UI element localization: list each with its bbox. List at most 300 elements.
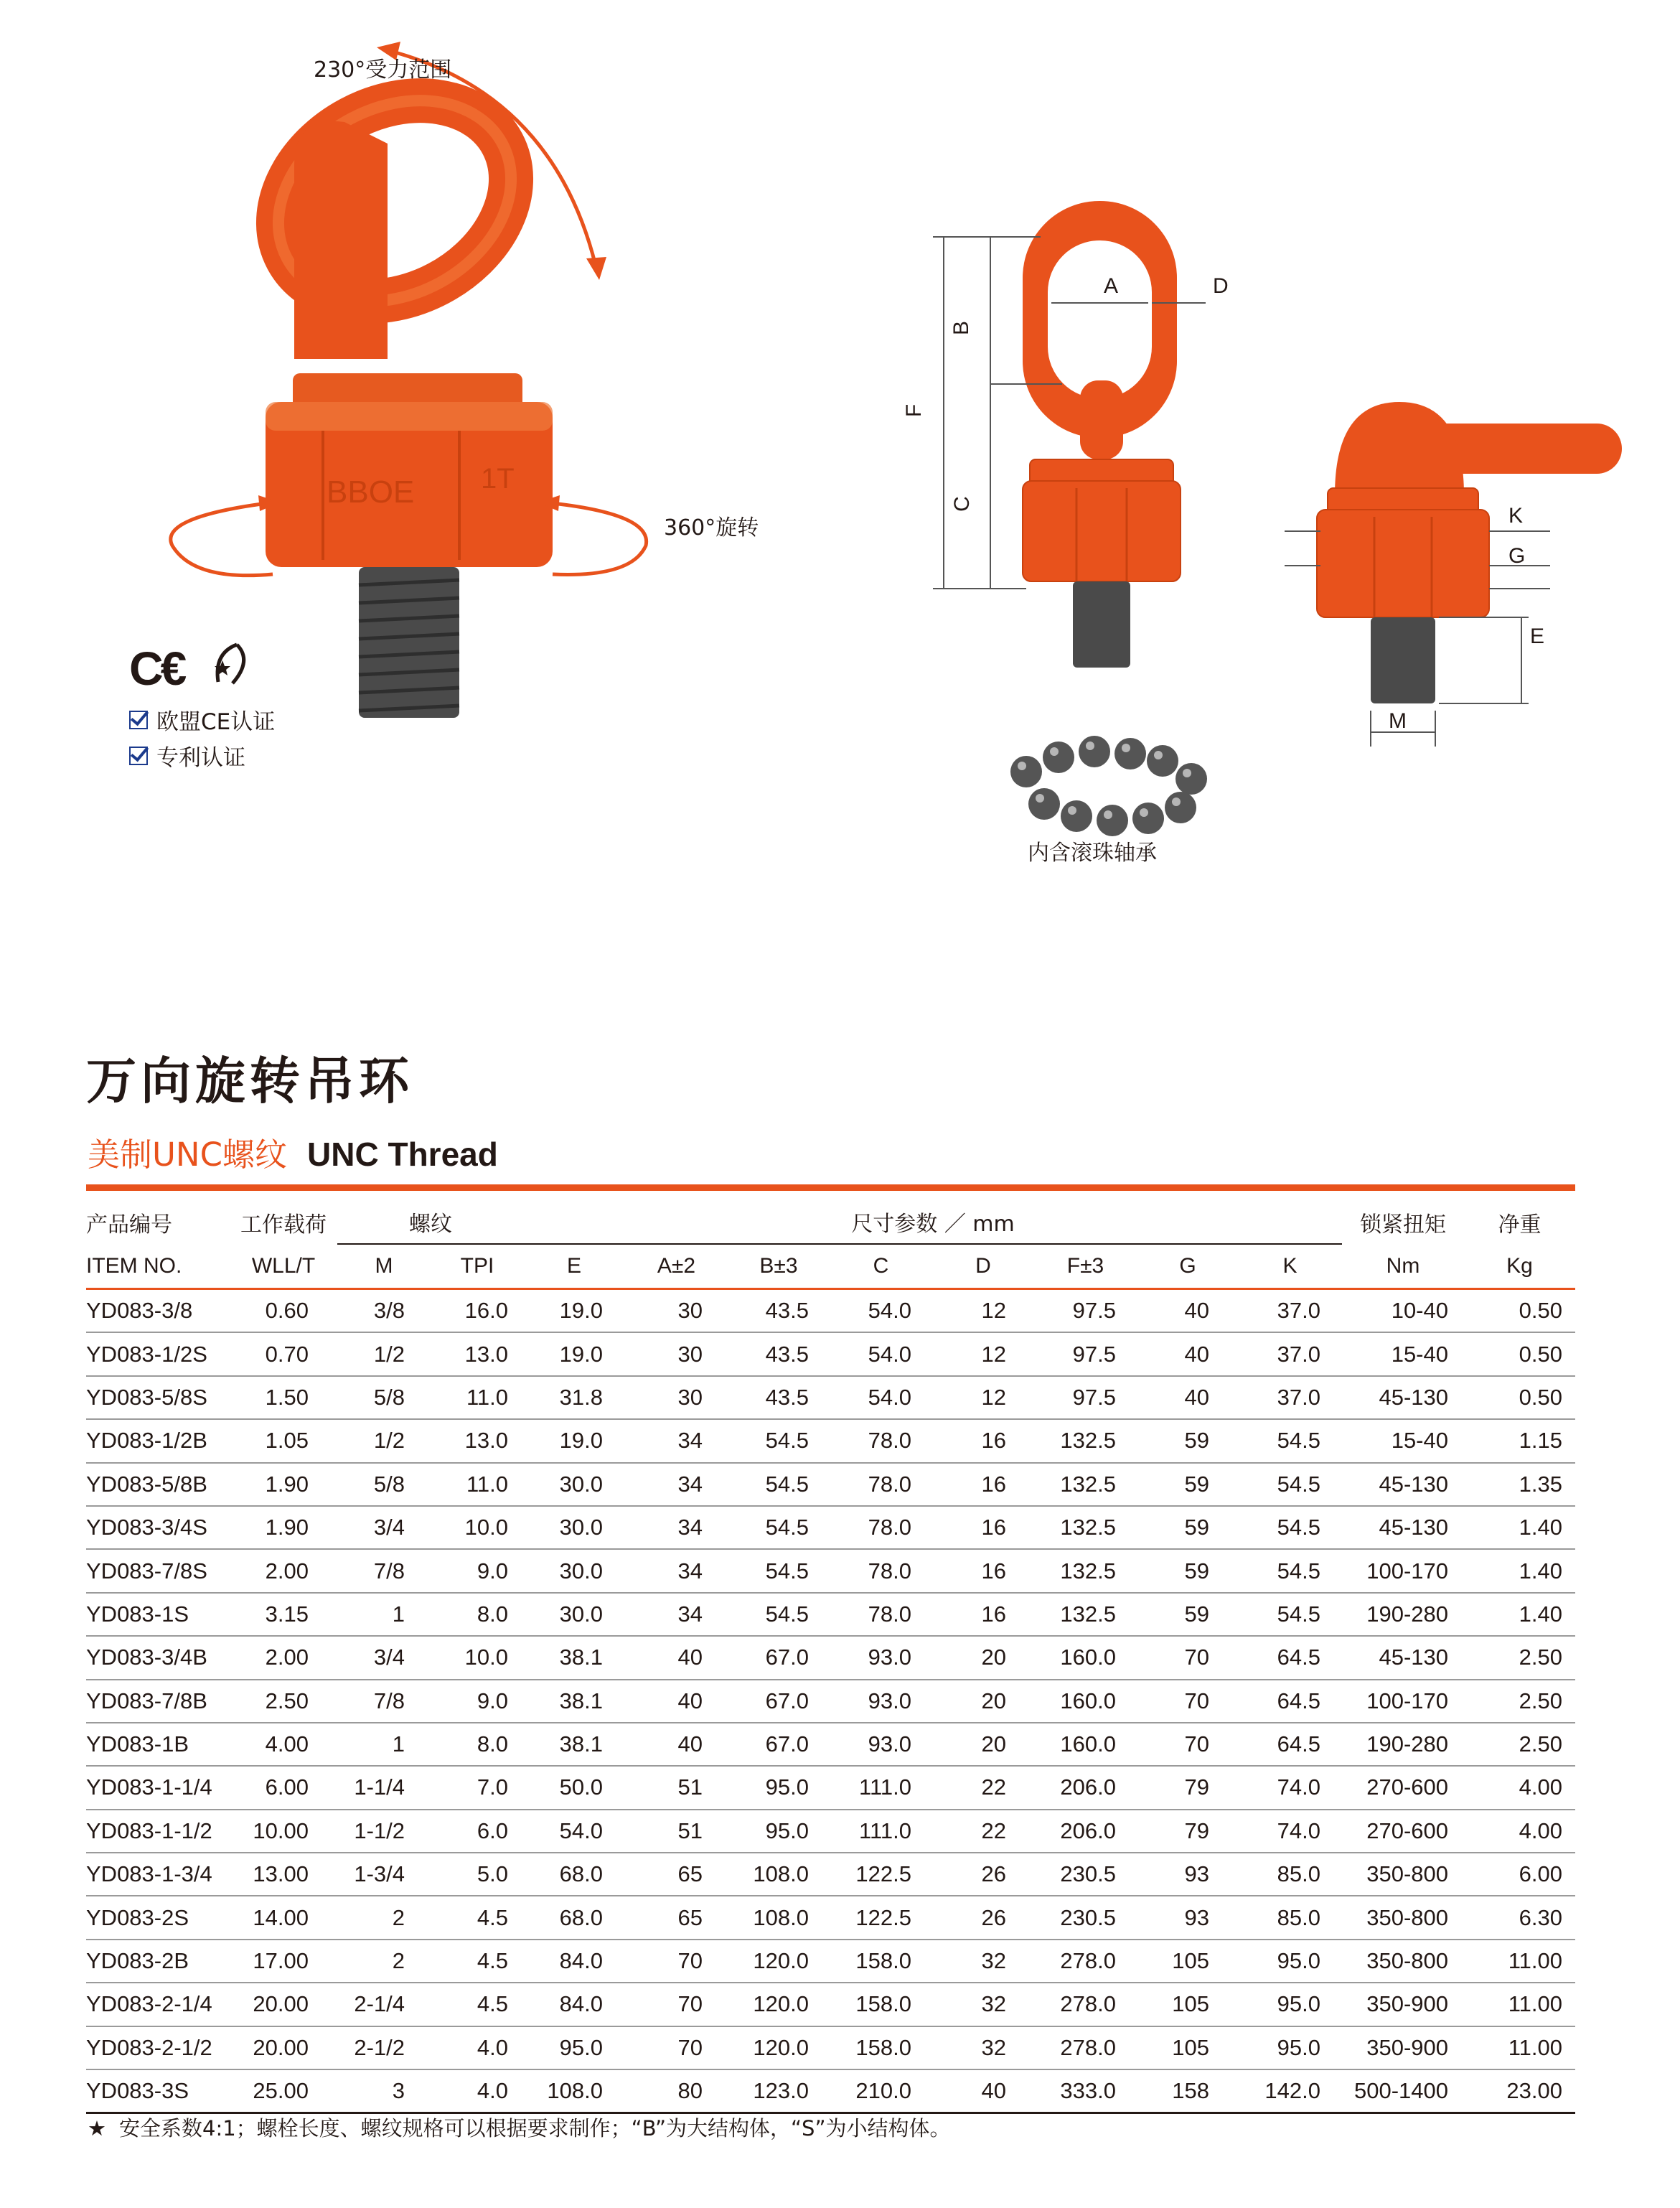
table-cell: 34: [677, 1471, 703, 1497]
table-cell: 54.0: [868, 1384, 911, 1410]
table-row: [86, 1636, 1575, 1679]
threaded-stud: [359, 567, 459, 718]
table-cell: 59: [1184, 1558, 1209, 1584]
col-kg: Kg: [1506, 1253, 1533, 1278]
table-cell: 105: [1172, 1991, 1209, 2017]
table-cell: 51: [677, 1774, 703, 1800]
table-cell: 6.30: [1519, 1904, 1562, 1930]
table-cell: YD083-5/8B: [86, 1471, 207, 1497]
table-cell: 11.00: [1508, 2034, 1562, 2060]
table-cell: 54.5: [765, 1515, 809, 1540]
table-cell: 54.5: [765, 1558, 809, 1584]
table-cell: 26: [981, 1861, 1006, 1887]
table-cell: 30: [677, 1298, 703, 1324]
table-cell: 95.0: [559, 2034, 603, 2060]
table-cell: 1/2: [373, 1341, 405, 1367]
table-cell: 78.0: [868, 1601, 911, 1627]
table-cell: 12: [981, 1384, 1006, 1410]
table-cell: 132.5: [1060, 1558, 1116, 1584]
table-cell: 1/2: [373, 1428, 405, 1454]
table-cell: 1: [392, 1731, 405, 1757]
table-cell: 230.5: [1060, 1861, 1116, 1887]
table-cell: YD083-1B: [86, 1731, 189, 1757]
table-cell: 11.00: [1508, 1948, 1562, 1974]
col-tpi: TPI: [460, 1254, 494, 1278]
table-cell: 45-130: [1379, 1645, 1448, 1670]
table-cell: 32: [981, 1948, 1006, 1974]
table-cell: 54.5: [765, 1601, 809, 1627]
table-cell: 54.0: [559, 1818, 603, 1843]
table-cell: 190-280: [1366, 1601, 1448, 1627]
table-cell: YD083-2S: [86, 1904, 189, 1930]
table-cell: 6.0: [477, 1818, 508, 1843]
table-cell: 4.00: [265, 1731, 309, 1757]
table-cell: YD083-3/8: [86, 1298, 193, 1324]
table-cell: 16: [981, 1515, 1006, 1540]
table-cell: 93.0: [868, 1688, 911, 1713]
table-cell: 122.5: [855, 1904, 911, 1930]
table-cell: 278.0: [1060, 2034, 1116, 2060]
table-cell: 2-1/2: [354, 2034, 405, 2060]
table-cell: 122.5: [855, 1861, 911, 1887]
rotation-arrow-left: [171, 502, 273, 576]
dim-label-K: K: [1508, 504, 1524, 528]
table-cell: 5.0: [477, 1861, 508, 1887]
table-cell: YD083-3S: [86, 2078, 189, 2104]
section-subtitle: [88, 1128, 498, 1175]
table-cell: 54.5: [1277, 1428, 1320, 1454]
table-cell: 12: [981, 1298, 1006, 1324]
table-cell: 3.15: [265, 1601, 309, 1627]
subtitle-cn: 美制UNC螺纹: [88, 1136, 288, 1174]
table-cell: 350-800: [1366, 1948, 1448, 1974]
table-cell: 1.40: [1519, 1601, 1562, 1627]
rotation-label: 360°旋转: [664, 515, 759, 541]
title-divider: [86, 1184, 1575, 1191]
table-cell: 54.0: [868, 1298, 911, 1324]
col-wll: WLL/T: [251, 1253, 316, 1278]
table-cell: 26: [981, 1904, 1006, 1930]
table-cell: 20: [981, 1731, 1006, 1757]
table-cell: 43.5: [765, 1384, 809, 1410]
table-row: [86, 2069, 1575, 2113]
table-cell: 7/8: [373, 1688, 405, 1713]
table-cell: 1: [392, 1601, 405, 1627]
table-cell: 54.5: [1277, 1471, 1320, 1497]
table-row: [86, 1332, 1575, 1375]
table-cell: 19.0: [559, 1428, 603, 1454]
table-cell: 43.5: [765, 1298, 809, 1324]
table-row: [86, 1549, 1575, 1592]
table-row: [86, 1810, 1575, 1853]
table-cell: 3: [392, 2078, 405, 2104]
table-cell: 1.40: [1519, 1515, 1562, 1540]
table-cell: 78.0: [868, 1515, 911, 1540]
table-cell: 105: [1172, 2034, 1209, 2060]
table-cell: 13.00: [253, 1861, 309, 1887]
table-cell: 67.0: [765, 1731, 809, 1757]
subtitle-en: UNC Thread: [307, 1136, 498, 1173]
table-cell: 0.60: [265, 1298, 309, 1324]
table-cell: YD083-1/2S: [86, 1341, 207, 1367]
table-cell: 84.0: [559, 1948, 603, 1974]
header-dims: 尺寸参数 ／ mm: [524, 1200, 1342, 1244]
col-f: F±3: [1066, 1254, 1104, 1278]
table-cell: 30: [677, 1341, 703, 1367]
footnote-text: 安全系数4:1；螺栓长度、螺纹规格可以根据要求制作；“B”为大结构体，“S”为小结构体。: [119, 2116, 951, 2141]
table-cell: 16: [981, 1558, 1006, 1584]
table-row: [86, 1376, 1575, 1419]
table-cell: 40: [677, 1688, 703, 1713]
table-cell: 1.90: [265, 1471, 309, 1497]
table-cell: 4.5: [477, 1948, 508, 1974]
table-cell: YD083-2-1/2: [86, 2034, 212, 2060]
table-cell: 78.0: [868, 1558, 911, 1584]
table-cell: 11.0: [466, 1384, 508, 1410]
table-cell: 93.0: [868, 1645, 911, 1670]
table-cell: 54.0: [868, 1341, 911, 1367]
table-cell: 1-3/4: [354, 1861, 405, 1887]
table-cell: 206.0: [1060, 1818, 1116, 1843]
table-row: [86, 1593, 1575, 1636]
body-mark-brand: BBOE: [327, 474, 415, 510]
table-cell: 10.0: [464, 1645, 508, 1670]
table-cell: 34: [677, 1601, 703, 1627]
table-cell: 160.0: [1060, 1688, 1116, 1713]
table-cell: YD083-3/4S: [86, 1515, 207, 1540]
ce-mark-icon: C€: [129, 642, 184, 695]
table-cell: 16: [981, 1471, 1006, 1497]
table-cell: 70: [1184, 1645, 1209, 1670]
table-column-header: [86, 1244, 1575, 1289]
table-cell: 67.0: [765, 1688, 809, 1713]
table-cell: YD083-1-3/4: [86, 1861, 212, 1887]
table-cell: 40: [677, 1731, 703, 1757]
table-cell: 120.0: [753, 1948, 809, 1974]
table-cell: 132.5: [1060, 1428, 1116, 1454]
table-cell: 23.00: [1506, 2078, 1562, 2104]
table-cell: 40: [981, 2078, 1006, 2104]
cert-patent-label: 专利认证: [156, 745, 245, 771]
body-mark-load: 1T: [481, 463, 515, 495]
table-cell: 1.90: [265, 1515, 309, 1540]
table-cell: 50.0: [559, 1774, 603, 1800]
table-cell: 2.00: [265, 1558, 309, 1584]
table-cell: 2.50: [265, 1688, 309, 1713]
table-cell: 59: [1184, 1515, 1209, 1540]
checkbox-checked-icon: [129, 711, 148, 729]
table-cell: 2.50: [1519, 1645, 1562, 1670]
table-cell: 100-170: [1366, 1688, 1448, 1713]
table-cell: 158.0: [855, 1991, 911, 2017]
table-cell: 95.0: [765, 1818, 809, 1843]
dim-label-C: C: [949, 496, 974, 512]
dim-label-B: B: [949, 320, 974, 336]
table-cell: 4.5: [477, 1904, 508, 1930]
dim-label-A: A: [1104, 274, 1119, 298]
table-cell: 78.0: [868, 1428, 911, 1454]
table-cell: 93: [1184, 1904, 1209, 1930]
table-cell: 45-130: [1379, 1515, 1448, 1540]
table-cell: 74.0: [1277, 1774, 1320, 1800]
table-cell: 9.0: [477, 1558, 508, 1584]
table-cell: 0.50: [1519, 1384, 1562, 1410]
table-cell: 31.8: [559, 1384, 603, 1410]
header-thread: 螺纹: [337, 1200, 524, 1244]
table-cell: 111.0: [859, 1774, 911, 1800]
table-cell: 22: [981, 1818, 1006, 1843]
table-cell: 105: [1172, 1948, 1209, 1974]
table-cell: 95.0: [1277, 1948, 1320, 1974]
table-group-header: [86, 1200, 1575, 1244]
table-cell: 350-800: [1366, 1861, 1448, 1887]
table-cell: 350-800: [1366, 1904, 1448, 1930]
table-cell: YD083-3/4B: [86, 1645, 207, 1670]
table-cell: 70: [677, 1991, 703, 2017]
table-cell: 4.0: [477, 2078, 508, 2104]
table-cell: 1.40: [1519, 1558, 1562, 1584]
table-cell: 120.0: [753, 2034, 809, 2060]
table-cell: 51: [677, 1818, 703, 1843]
table-cell: 111.0: [859, 1818, 911, 1843]
dim-label-E: E: [1530, 624, 1545, 648]
col-m: M: [375, 1254, 393, 1278]
table-cell: 9.0: [477, 1688, 508, 1713]
table-cell: 30: [677, 1384, 703, 1410]
table-cell: 79: [1184, 1818, 1209, 1843]
table-cell: 65: [677, 1861, 703, 1887]
table-cell: 2-1/4: [354, 1991, 405, 2017]
table-cell: 11.0: [466, 1471, 508, 1497]
col-d: D: [975, 1254, 991, 1278]
star-icon: ★: [88, 2116, 106, 2141]
dim-label-D: D: [1213, 274, 1229, 298]
table-row: [86, 1853, 1575, 1896]
table-cell: 30.0: [559, 1558, 603, 1584]
table-cell: 34: [677, 1515, 703, 1540]
table-cell: 6.00: [1519, 1861, 1562, 1887]
table-cell: 270-600: [1366, 1774, 1448, 1800]
table-cell: 19.0: [559, 1341, 603, 1367]
table-cell: 32: [981, 2034, 1006, 2060]
table-cell: 11.00: [1508, 1991, 1562, 2017]
table-cell: 30.0: [559, 1601, 603, 1627]
table-cell: 270-600: [1366, 1818, 1448, 1843]
table-cell: 278.0: [1060, 1948, 1116, 1974]
table-cell: 158: [1172, 2078, 1209, 2104]
table-cell: 97.5: [1072, 1341, 1116, 1367]
table-cell: 6.00: [265, 1774, 309, 1800]
table-cell: 97.5: [1072, 1384, 1116, 1410]
col-e: E: [566, 1254, 581, 1278]
table-cell: 22: [981, 1774, 1006, 1800]
table-row: [86, 1896, 1575, 1939]
table-cell: 14.00: [253, 1904, 309, 1930]
table-cell: 74.0: [1277, 1818, 1320, 1843]
cert-patent: [129, 739, 245, 772]
table-cell: 132.5: [1060, 1515, 1116, 1540]
table-cell: 37.0: [1277, 1298, 1320, 1324]
table-cell: 350-900: [1366, 1991, 1448, 2017]
table-row: [86, 1680, 1575, 1723]
table-cell: 206.0: [1060, 1774, 1116, 1800]
table-cell: 54.5: [1277, 1558, 1320, 1584]
table-cell: 3/8: [373, 1298, 405, 1324]
swivel-body: [294, 121, 388, 359]
table-cell: 0.50: [1519, 1341, 1562, 1367]
table-cell: 2.50: [1519, 1731, 1562, 1757]
table-cell: 16: [981, 1428, 1006, 1454]
table-cell: 158.0: [855, 1948, 911, 1974]
table-cell: 1.15: [1519, 1428, 1562, 1454]
col-nm: Nm: [1386, 1253, 1420, 1278]
table-cell: 59: [1184, 1601, 1209, 1627]
table-cell: 95.0: [765, 1774, 809, 1800]
table-cell: 15-40: [1391, 1341, 1448, 1367]
table-cell: 34: [677, 1558, 703, 1584]
table-cell: 13.0: [464, 1428, 508, 1454]
table-cell: YD083-1-1/2: [86, 1818, 212, 1843]
rotation-arrow-right: [545, 502, 647, 575]
table-cell: 68.0: [559, 1904, 603, 1930]
table-cell: 79: [1184, 1774, 1209, 1800]
table-cell: 3/4: [373, 1515, 405, 1540]
dim-label-F: F: [902, 403, 926, 418]
table-cell: 10.0: [464, 1515, 508, 1540]
table-cell: 120.0: [753, 1991, 809, 2017]
table-cell: 100-170: [1366, 1558, 1448, 1584]
table-cell: 108.0: [753, 1861, 809, 1887]
table-cell: YD083-1/2B: [86, 1428, 207, 1454]
table-cell: 64.5: [1277, 1645, 1320, 1670]
table-cell: 3/4: [373, 1645, 405, 1670]
table-cell: 158.0: [855, 2034, 911, 2060]
side-dimension-diagram: [1277, 373, 1636, 761]
table-cell: 13.0: [464, 1341, 508, 1367]
table-cell: 2.00: [265, 1645, 309, 1670]
table-cell: 45-130: [1379, 1471, 1448, 1497]
table-cell: 4.5: [477, 1991, 508, 2017]
table-cell: 0.70: [265, 1341, 309, 1367]
table-cell: 38.1: [559, 1688, 603, 1713]
table-cell: 70: [1184, 1688, 1209, 1713]
table-cell: 70: [677, 2034, 703, 2060]
table-cell: 54.5: [765, 1471, 809, 1497]
table-cell: 40: [1184, 1298, 1209, 1324]
table-cell: 59: [1184, 1471, 1209, 1497]
table-row: [86, 1940, 1575, 1983]
front-dimension-diagram: [904, 187, 1263, 703]
table-cell: 70: [677, 1948, 703, 1974]
table-cell: 67.0: [765, 1645, 809, 1670]
col-b: B±3: [759, 1254, 798, 1278]
table-cell: 10.00: [253, 1818, 309, 1843]
table-cell: 10-40: [1391, 1298, 1448, 1324]
patent-mark-icon: [208, 639, 258, 689]
table-cell: 84.0: [559, 1991, 603, 2017]
table-cell: 32: [981, 1991, 1006, 2017]
col-c: C: [873, 1254, 889, 1278]
table-cell: YD083-5/8S: [86, 1384, 207, 1410]
table-cell: YD083-1S: [86, 1601, 189, 1627]
table-cell: 78.0: [868, 1471, 911, 1497]
table-row: [86, 1289, 1575, 1333]
table-cell: 4.00: [1519, 1818, 1562, 1843]
dim-label-M: M: [1389, 709, 1407, 733]
header-item: 产品编号: [86, 1212, 172, 1238]
table-cell: 15-40: [1391, 1428, 1448, 1454]
table-cell: 85.0: [1277, 1904, 1320, 1930]
table-cell: 30.0: [559, 1471, 603, 1497]
table-row: [86, 1723, 1575, 1766]
table-cell: 97.5: [1072, 1298, 1116, 1324]
table-cell: 16.0: [464, 1298, 508, 1324]
table-cell: 64.5: [1277, 1731, 1320, 1757]
table-cell: 123.0: [753, 2078, 809, 2104]
checkbox-checked-icon: [129, 747, 148, 765]
table-cell: 333.0: [1060, 2078, 1116, 2104]
table-cell: 1.05: [265, 1428, 309, 1454]
table-cell: 93: [1184, 1861, 1209, 1887]
table-cell: 64.5: [1277, 1688, 1320, 1713]
table-cell: 500-1400: [1353, 2078, 1448, 2104]
table-cell: 43.5: [765, 1341, 809, 1367]
table-cell: 54.5: [1277, 1601, 1320, 1627]
section-title: 万向旋转吊环: [86, 1052, 413, 1110]
table-cell: YD083-7/8B: [86, 1688, 207, 1713]
col-a: A±2: [657, 1254, 696, 1278]
table-cell: 1.50: [265, 1384, 309, 1410]
table-cell: 210.0: [855, 2078, 911, 2104]
table-row: [86, 1463, 1575, 1506]
header-torque: 锁紧扭矩: [1360, 1212, 1446, 1238]
table-cell: 85.0: [1277, 1861, 1320, 1887]
col-k: K: [1282, 1254, 1297, 1278]
table-cell: 95.0: [1277, 2034, 1320, 2060]
table-cell: 17.00: [253, 1948, 309, 1974]
table-cell: 142.0: [1264, 2078, 1320, 2104]
table-cell: 7/8: [373, 1558, 405, 1584]
table-cell: 34: [677, 1428, 703, 1454]
table-row: [86, 1419, 1575, 1462]
table-cell: 37.0: [1277, 1384, 1320, 1410]
table-cell: 20.00: [253, 2034, 309, 2060]
table-cell: 1-1/4: [354, 1774, 405, 1800]
table-cell: 2: [392, 1948, 405, 1974]
bearing-caption: 内含滚珠轴承: [1028, 841, 1157, 866]
force-range-label: 230°受力范围: [314, 57, 452, 83]
table-cell: 93.0: [868, 1731, 911, 1757]
table-cell: 160.0: [1060, 1645, 1116, 1670]
table-cell: 8.0: [477, 1601, 508, 1627]
table-cell: 30.0: [559, 1515, 603, 1540]
table-row: [86, 1506, 1575, 1549]
header-wll: 工作载荷: [240, 1212, 327, 1238]
table-cell: 132.5: [1060, 1601, 1116, 1627]
table-cell: 45-130: [1379, 1384, 1448, 1410]
table-cell: 19.0: [559, 1298, 603, 1324]
table-row: [86, 1766, 1575, 1809]
table-cell: 0.50: [1519, 1298, 1562, 1324]
table-cell: 70: [1184, 1731, 1209, 1757]
table-cell: 2: [392, 1904, 405, 1930]
table-cell: 40: [1184, 1341, 1209, 1367]
table-cell: 5/8: [373, 1384, 405, 1410]
table-cell: 25.00: [253, 2078, 309, 2104]
cert-ce-label: 欧盟CE认证: [156, 709, 276, 735]
table-cell: 8.0: [477, 1731, 508, 1757]
table-cell: 5/8: [373, 1471, 405, 1497]
